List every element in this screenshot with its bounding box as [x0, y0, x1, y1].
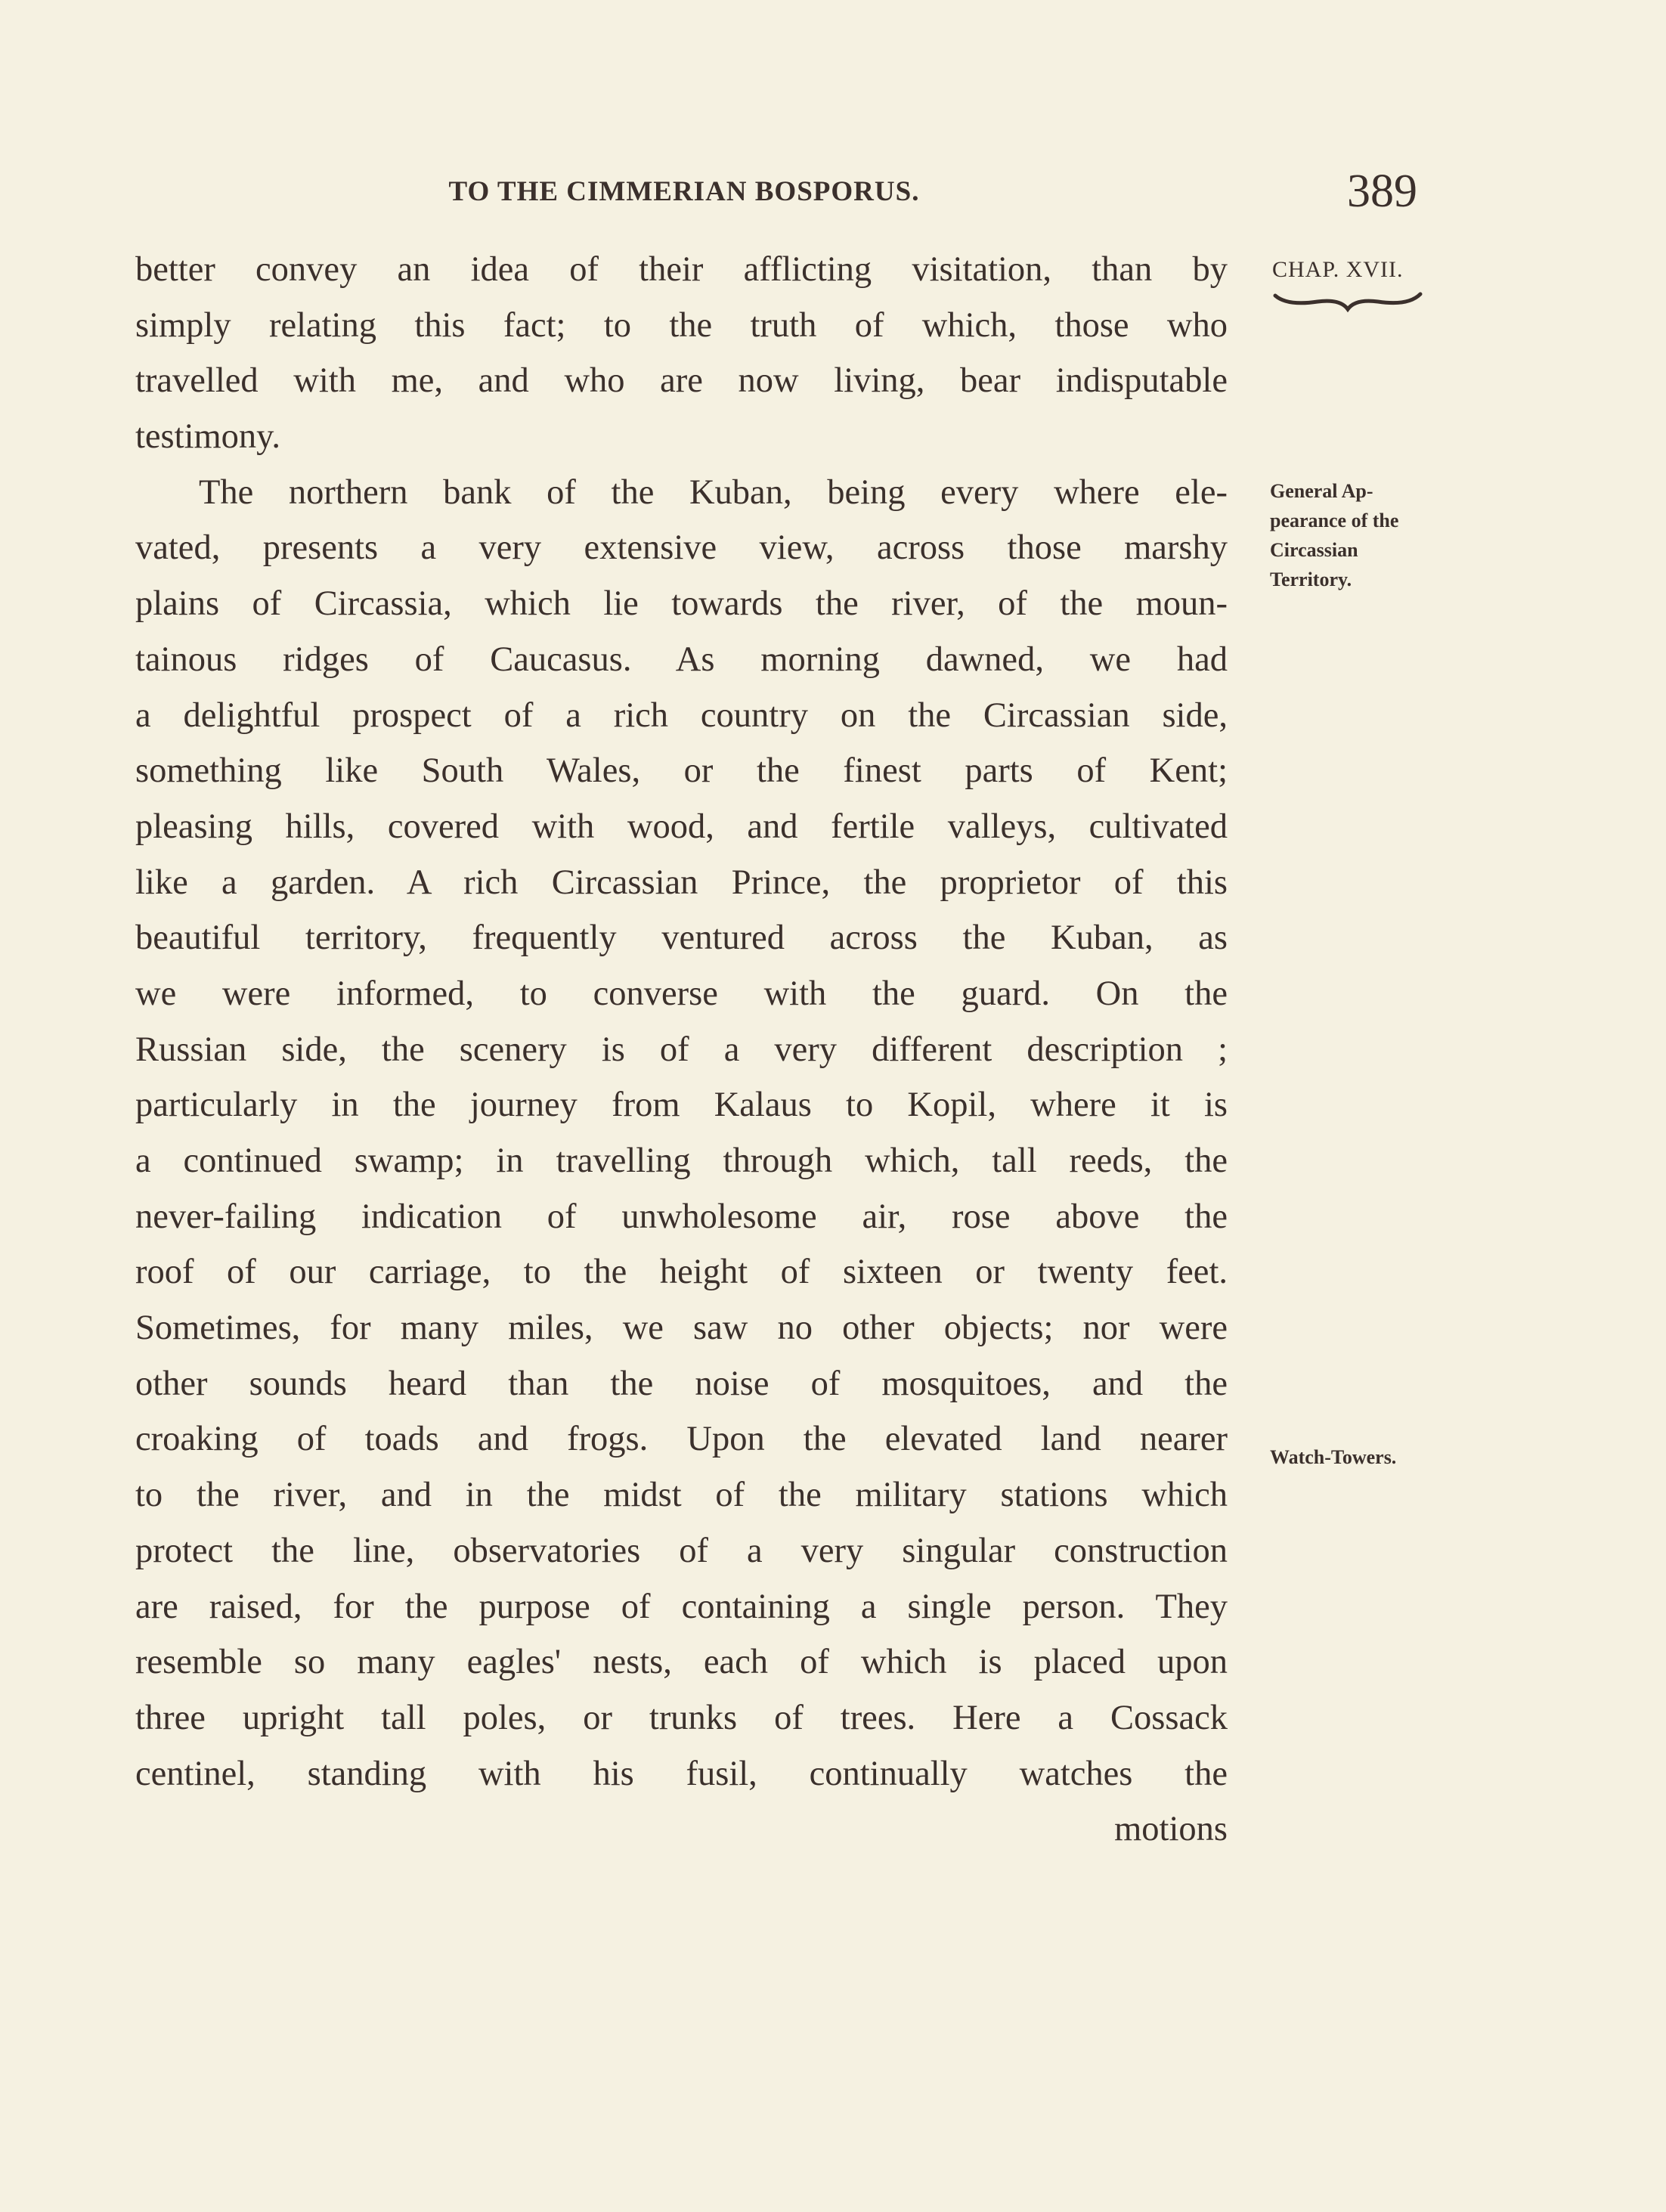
text-line: centinel, standing with his fusil, continually watches the: [135, 1754, 1228, 1793]
text-line: protect the line, observatories of a very singular construction: [135, 1531, 1228, 1570]
text-line: particularly in the journey from Kalaus to Kopil, where it is: [135, 1086, 1228, 1125]
text-line: resemble so many eagles' nests, each of which is placed upon: [135, 1643, 1228, 1682]
text-line: Russian side, the scenery is of a very different description ;: [135, 1030, 1228, 1069]
text-line: something like South Wales, or the finest parts of Kent;: [135, 751, 1228, 791]
margin-note-watch-towers: Watch-Towers.: [1270, 1446, 1397, 1468]
brace-ornament-icon: [1272, 291, 1423, 314]
text-line: a delightful prospect of a rich country on the Circassian side,: [135, 696, 1228, 735]
margin-note-line: General Ap-: [1270, 480, 1373, 502]
body-text: [135, 242, 1228, 1857]
margin-note-line: pearance of the: [1270, 510, 1399, 531]
chapter-label: CHAP. XVII.: [1272, 257, 1404, 282]
text-line: croaking of toads and frogs. Upon the elevated land nearer: [135, 1420, 1228, 1459]
text-line: better convey an idea of their afflicting visitation, than by: [135, 250, 1228, 289]
text-line: tainous ridges of Caucasus. As morning dawned, we had: [135, 640, 1228, 679]
margin-note-line: Territory.: [1270, 568, 1352, 590]
text-line: three upright tall poles, or trunks of trees. Here a Cossack: [135, 1698, 1228, 1737]
text-line: pleasing hills, covered with wood, and fertile valleys, cultivated: [135, 807, 1228, 846]
running-title: TO THE CIMMERIAN BOSPORUS.: [448, 176, 920, 207]
text-line: The northern bank of the Kuban, being every where ele-: [199, 472, 1228, 512]
text-line: beautiful territory, frequently ventured across the Kuban, as: [135, 919, 1228, 958]
text-line: to the river, and in the midst of the military stations which: [135, 1476, 1228, 1515]
text-line: travelled with me, and who are now living, bear indisputable: [135, 361, 1228, 401]
text-line: we were informed, to converse with the guard. On the: [135, 974, 1228, 1013]
margin-note-general-appearance: [1270, 476, 1398, 594]
text-line: never-failing indication of unwholesome air, rose above the: [135, 1197, 1228, 1236]
text-line: a continued swamp; in travelling through which, tall reeds, the: [135, 1142, 1228, 1180]
text-line: like a garden. A rich Circassian Prince, the proprietor of this: [135, 863, 1228, 902]
page-number: 389: [1347, 166, 1417, 217]
text-line: plains of Circassia, which lie towards the river, of the moun-: [135, 584, 1228, 624]
text-line: other sounds heard than the noise of mosquitoes, and the: [135, 1364, 1228, 1403]
margin-note-line: Circassian: [1270, 539, 1358, 561]
text-line: vated, presents a very extensive view, across those marshy: [135, 528, 1228, 568]
catchword: motions: [1114, 1810, 1228, 1849]
text-line: roof of our carriage, to the height of sixteen or twenty feet.: [135, 1253, 1228, 1292]
text-line: simply relating this fact; to the truth of which, those who: [135, 305, 1228, 345]
text-line: Sometimes, for many miles, we saw no other objects; nor were: [135, 1309, 1228, 1348]
text-line: testimony.: [135, 417, 281, 457]
text-line: are raised, for the purpose of containing a single person. They: [135, 1587, 1228, 1626]
